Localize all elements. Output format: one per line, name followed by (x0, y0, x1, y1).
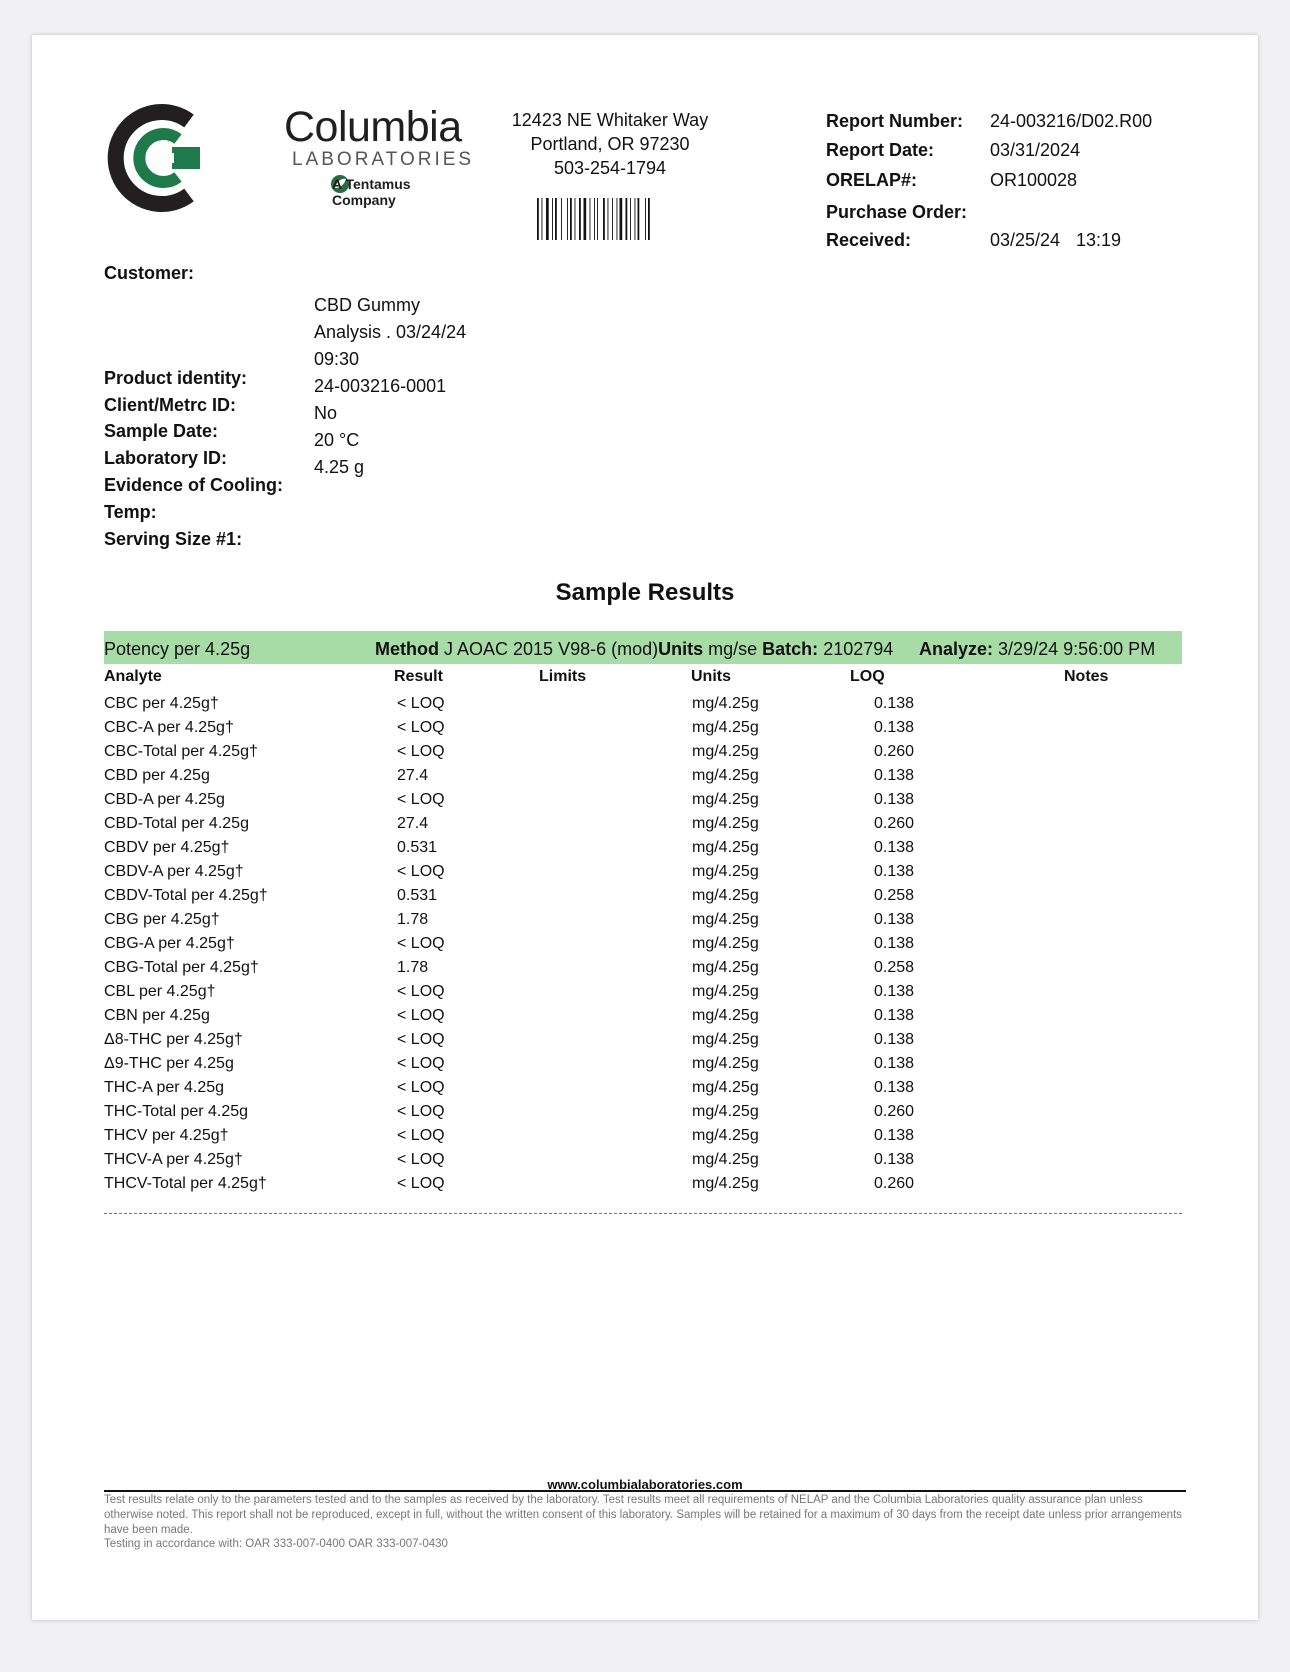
column-header-result: Result (394, 668, 443, 685)
cell-analyte: CBG-A per 4.25g† (104, 935, 235, 952)
cell-result: < LOQ (397, 1127, 445, 1144)
analyze-time: 9:56:00 PM (1063, 639, 1156, 659)
table-row (104, 959, 1182, 983)
table-row (104, 863, 1182, 887)
cell-result: < LOQ (397, 983, 445, 1000)
cell-units: mg/4.25g (692, 1079, 759, 1096)
cell-result: < LOQ (397, 863, 445, 880)
cell-result: 27.4 (397, 815, 429, 832)
cell-loq: 0.138 (874, 695, 915, 712)
columbia-logo-mark-icon (104, 103, 214, 213)
report-page (32, 35, 1258, 1620)
report-number-label: Report Number: (826, 111, 964, 131)
column-header-limits: Limits (539, 668, 587, 685)
cell-loq: 0.138 (874, 863, 915, 880)
table-row (104, 767, 1182, 791)
cell-analyte: CBG-Total per 4.25g† (104, 959, 259, 976)
cell-result: < LOQ (397, 1055, 445, 1072)
cell-analyte: CBD-A per 4.25g (104, 791, 225, 808)
company-logo (104, 103, 475, 215)
cell-result: < LOQ (397, 935, 445, 952)
cell-analyte: THC-Total per 4.25g (104, 1103, 249, 1120)
table-row (104, 1103, 1182, 1127)
cell-loq: 0.258 (874, 887, 915, 904)
analyze-info (919, 639, 1155, 660)
table-row (104, 791, 1182, 815)
cell-units: mg/4.25g (692, 863, 759, 880)
cell-units: mg/4.25g (692, 791, 759, 808)
client-metrc-label: Client/Metrc ID: (104, 395, 237, 415)
cell-units: mg/4.25g (692, 959, 759, 976)
units-label: Units (658, 639, 704, 659)
table-row (104, 839, 1182, 863)
cell-loq: 0.260 (874, 1103, 915, 1120)
cell-loq: 0.138 (874, 719, 915, 736)
received-label: Received: (826, 230, 912, 250)
table-row (104, 1151, 1182, 1175)
cell-units: mg/4.25g (692, 911, 759, 928)
cell-result: < LOQ (397, 1175, 445, 1192)
logo-tagline: A Tentamus Company (332, 176, 411, 208)
cell-units: mg/4.25g (692, 1031, 759, 1048)
cell-loq: 0.260 (874, 743, 915, 760)
footer-rule (104, 1490, 1186, 1492)
column-header-analyte: Analyte (104, 668, 162, 685)
table-divider (104, 1213, 1182, 1214)
cell-result: < LOQ (397, 1103, 445, 1120)
product-line-3: 09:30 (314, 349, 360, 369)
cell-analyte: CBD per 4.25g (104, 767, 210, 784)
cell-analyte: Δ9-THC per 4.25g (104, 1055, 234, 1072)
cell-units: mg/4.25g (692, 983, 759, 1000)
table-row (104, 719, 1182, 743)
cell-analyte: CBD-Total per 4.25g (104, 815, 249, 832)
logo-wordmark: Columbia (284, 103, 462, 151)
potency-label: Potency per 4.25g (104, 639, 251, 659)
cell-units: mg/4.25g (692, 743, 759, 760)
address-street: 12423 NE Whitaker Way (511, 110, 709, 130)
table-row (104, 1079, 1182, 1103)
cell-analyte: CBDV-Total per 4.25g† (104, 887, 268, 904)
cell-loq: 0.138 (874, 1031, 915, 1048)
product-line-1: CBD Gummy (314, 295, 421, 315)
sample-date-label: Sample Date: (104, 421, 219, 441)
cell-loq: 0.138 (874, 983, 915, 1000)
cell-units: mg/4.25g (692, 887, 759, 904)
cell-result: 0.531 (397, 887, 438, 904)
evidence-cooling-label: Evidence of Cooling: (104, 475, 284, 495)
cell-loq: 0.138 (874, 935, 915, 952)
cell-result: < LOQ (397, 1007, 445, 1024)
sample-results-title: Sample Results (555, 579, 735, 606)
cell-units: mg/4.25g (692, 1007, 759, 1024)
column-header-loq: LOQ (850, 668, 885, 685)
product-identity-label: Product identity: (104, 368, 247, 388)
cell-units: mg/4.25g (692, 1127, 759, 1144)
serving-size-label: Serving Size #1: (104, 529, 243, 549)
cell-result: < LOQ (397, 791, 445, 808)
units-value: mg/se (708, 639, 758, 659)
cell-units: mg/4.25g (692, 1151, 759, 1168)
batch-value: 2102794 (823, 639, 894, 659)
laboratory-id-value: 24-003216-0001 (314, 376, 447, 396)
received-time: 13:19 (1076, 230, 1122, 250)
cell-result: < LOQ (397, 695, 445, 712)
received-date: 03/25/24 (990, 230, 1061, 250)
batch-label: Batch: (762, 639, 819, 659)
product-line-2: Analysis . 03/24/24 (314, 322, 467, 342)
cell-units: mg/4.25g (692, 839, 759, 856)
table-row (104, 887, 1182, 911)
purchase-order-label: Purchase Order: (826, 202, 968, 222)
method-info (375, 639, 893, 660)
report-date-label: Report Date: (826, 140, 935, 160)
cell-loq: 0.258 (874, 959, 915, 976)
cell-loq: 0.138 (874, 1151, 915, 1168)
cell-units: mg/4.25g (692, 935, 759, 952)
table-row (104, 1055, 1182, 1079)
cell-result: < LOQ (397, 1031, 445, 1048)
cell-result: < LOQ (397, 743, 445, 760)
cell-analyte: CBG per 4.25g† (104, 911, 220, 928)
table-row (104, 1127, 1182, 1151)
orelap-number: OR100028 (990, 170, 1078, 190)
cooling-value: No (314, 403, 338, 423)
customer-label: Customer: (104, 263, 195, 283)
cell-result: < LOQ (397, 719, 445, 736)
cell-loq: 0.138 (874, 839, 915, 856)
report-number: 24-003216/D02.R00 (990, 111, 1153, 131)
cell-units: mg/4.25g (692, 1175, 759, 1192)
report-date: 03/31/2024 (990, 140, 1081, 160)
table-row (104, 695, 1182, 719)
column-header-notes: Notes (1064, 668, 1109, 685)
column-header-units: Units (691, 668, 731, 685)
cell-loq: 0.138 (874, 911, 915, 928)
table-row (104, 983, 1182, 1007)
address-city: Portland, OR 97230 (530, 134, 690, 154)
cell-units: mg/4.25g (692, 1103, 759, 1120)
method-label: Method (375, 639, 439, 659)
table-row (104, 1031, 1182, 1055)
footer-disclaimer: Test results relate only to the parameters tested and to the samples as received by the laboratory. Test results meet all requirements of NELAP and the Columbia Laboratories quality assurance plan unless otherwise noted. This report shall not be reproduced, except in full, without the written consent of this laboratory. Samples will be retained for a maximum of 30 days from the receipt date unless prior arrangements have been made. (104, 1494, 1182, 1536)
cell-units: mg/4.25g (692, 1055, 759, 1072)
cell-loq: 0.138 (874, 767, 915, 784)
orelap-label: ORELAP#: (826, 170, 918, 190)
footer-testing-reference: Testing in accordance with: OAR 333-007-0400 OAR 333-007-0430 (104, 1538, 448, 1550)
cell-loq: 0.260 (874, 1175, 915, 1192)
cell-loq: 0.138 (874, 1079, 915, 1096)
cell-units: mg/4.25g (692, 695, 759, 712)
lab-address (510, 108, 710, 180)
cell-units: mg/4.25g (692, 719, 759, 736)
table-row (104, 1175, 1182, 1199)
analyze-label: Analyze: (919, 639, 994, 659)
cell-units: mg/4.25g (692, 767, 759, 784)
cell-result: 1.78 (397, 959, 429, 976)
results-table (104, 695, 1182, 1199)
cell-analyte: THCV per 4.25g† (104, 1127, 229, 1144)
cell-loq: 0.138 (874, 1055, 915, 1072)
cell-analyte: CBDV per 4.25g† (104, 839, 230, 856)
cell-loq: 0.260 (874, 815, 915, 832)
cell-analyte: CBN per 4.25g (104, 1007, 210, 1024)
table-row (104, 1007, 1182, 1031)
table-row (104, 815, 1182, 839)
cell-analyte: Δ8-THC per 4.25g† (104, 1031, 243, 1048)
table-row (104, 911, 1182, 935)
logo-subtitle: LABORATORIES (292, 149, 475, 170)
cell-units: mg/4.25g (692, 815, 759, 832)
method-value: J AOAC 2015 V98-6 (mod) (444, 639, 659, 659)
cell-analyte: CBC-Total per 4.25g† (104, 743, 258, 760)
footer-url[interactable]: www.columbialaboratories.com (547, 1477, 743, 1492)
cell-analyte: THCV-A per 4.25g† (104, 1151, 243, 1168)
cell-analyte: CBL per 4.25g† (104, 983, 216, 1000)
cell-analyte: CBC-A per 4.25g† (104, 719, 234, 736)
laboratory-id-label: Laboratory ID: (104, 448, 228, 468)
cell-analyte: THCV-Total per 4.25g† (104, 1175, 267, 1192)
cell-loq: 0.138 (874, 1007, 915, 1024)
cell-analyte: THC-A per 4.25g (104, 1079, 225, 1096)
temp-value: 20 °C (314, 430, 360, 450)
cell-analyte: CBDV-A per 4.25g† (104, 863, 244, 880)
cell-result: 27.4 (397, 767, 429, 784)
cell-result: 0.531 (397, 839, 438, 856)
cell-analyte: CBC per 4.25g† (104, 695, 219, 712)
serving-size-value: 4.25 g (314, 457, 365, 477)
barcode-icon (537, 198, 677, 244)
cell-result: < LOQ (397, 1151, 445, 1168)
temp-label: Temp: (104, 502, 157, 522)
address-phone: 503-254-1794 (553, 158, 667, 178)
analyze-date: 3/29/24 (998, 639, 1059, 659)
cell-result: 1.78 (397, 911, 429, 928)
cell-loq: 0.138 (874, 791, 915, 808)
table-row (104, 935, 1182, 959)
table-row (104, 743, 1182, 767)
cell-result: < LOQ (397, 1079, 445, 1096)
cell-loq: 0.138 (874, 1127, 915, 1144)
